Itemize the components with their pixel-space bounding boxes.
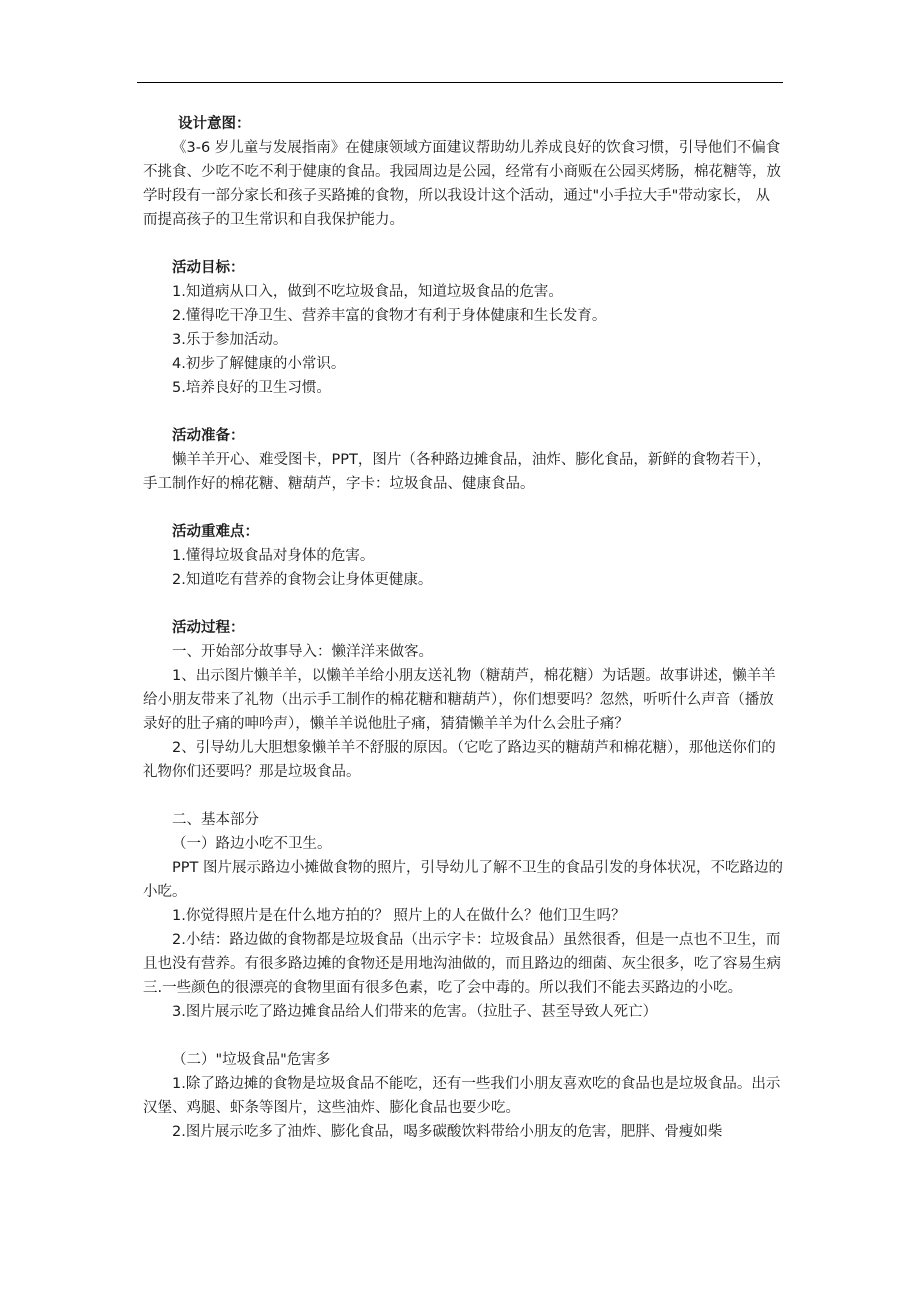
process-part1-title: 一、开始部分故事导入：懒洋洋来做客。 bbox=[172, 644, 433, 660]
process-sub2-item: 2.图片展示吃多了油炸、膨化食品，喝多碳酸饮料带给小朋友的危害，肥胖、骨瘦如柴 bbox=[172, 1124, 723, 1140]
process-sub2-item: 1.除了路边摊的食物是垃圾食品不能吃，还有一些我们小朋友喜欢吃的食品也是垃圾食品。出示汉堡、鸡腿、虾条等图片，这些油炸、膨化食品也要少吃。 bbox=[143, 1076, 781, 1116]
keypoint-item: 2.知道吃有营养的食物会让身体更健康。 bbox=[172, 572, 433, 588]
design-heading: 设计意图： bbox=[178, 116, 251, 132]
process-sub1-item: 3.图片展示吃了路边摊食品给人们带来的危害。（拉肚子、甚至导致人死亡） bbox=[172, 1004, 658, 1020]
goal-item: 1.知道病从口入，做到不吃垃圾食品，知道垃圾食品的危害。 bbox=[172, 284, 563, 300]
top-rule bbox=[137, 82, 783, 83]
process-part1-item: 1、出示图片懒羊羊，以懒羊羊给小朋友送礼物（糖葫芦，棉花糖）为话题。故事讲述，懒羊羊给小朋友带来了礼物（出示手工制作的棉花糖和糖葫芦），你们想要吗？忽然，听听什么声音（播放录好的肚子痛的呻吟声），懒羊羊说他肚子痛，猜猜懒羊羊为什么会肚子痛？ bbox=[143, 668, 776, 732]
design-paragraph: 《3-6 岁儿童与发展指南》在健康领域方面建议帮助幼儿养成良好的饮食习惯，引导他们不偏食不挑食、少吃不吃不利于健康的食品。我园周边是公园，经常有小商贩在公园买烤肠，棉花糖等，放学时段有一部分家长和孩子买路摊的食物，所以我设计这个活动，通过"小手拉大手"带动家长， 从而提高孩子的卫生常识和自我保护能力。 bbox=[143, 140, 781, 228]
goal-item: 2.懂得吃干净卫生、营养丰富的食物才有利于身体健康和生长发育。 bbox=[172, 308, 607, 324]
process-part2-title: 二、基本部分 bbox=[172, 812, 259, 828]
goal-item: 3.乐于参加活动。 bbox=[172, 332, 288, 348]
keypoints-heading: 活动重难点： bbox=[172, 524, 259, 540]
prep-heading: 活动准备： bbox=[172, 428, 245, 444]
prep-paragraph: 懒羊羊开心、难受图卡，PPT，图片（各种路边摊食品，油炸、膨化食品，新鲜的食物若干），手工制作好的棉花糖、糖葫芦，字卡：垃圾食品、健康食品。 bbox=[143, 452, 772, 492]
keypoint-item: 1.懂得垃圾食品对身体的危害。 bbox=[172, 548, 375, 564]
goals-heading: 活动目标： bbox=[172, 260, 245, 276]
process-sub2-title: （二）"垃圾食品"危害多 bbox=[172, 1052, 331, 1068]
process-sub1-item: 2.小结：路边做的食物都是垃圾食品（出示字卡：垃圾食品）虽然很香，但是一点也不卫生，而且也没有营养。有很多路边摊的食物还是用地沟油做的，而且路边的细菌、灰尘很多，吃了容易生病三.一些颜色的很漂亮的食物里面有很多色素，吃了会中毒的。所以我们不能去买路边的小吃。 bbox=[143, 932, 781, 996]
document-body bbox=[143, 112, 784, 1144]
process-part1-item: 2、引导幼儿大胆想象懒羊羊不舒服的原因。（它吃了路边买的糖葫芦和棉花糖），那他送你们的礼物你们还要吗？那是垃圾食品。 bbox=[143, 740, 776, 780]
goal-item: 5.培养良好的卫生习惯。 bbox=[172, 380, 331, 396]
goal-item: 4.初步了解健康的小常识。 bbox=[172, 356, 346, 372]
process-sub1-item: 1.你觉得照片是在什么地方拍的？ 照片上的人在做什么？他们卫生吗？ bbox=[172, 908, 626, 924]
process-sub1-title: （一）路边小吃不卫生。 bbox=[172, 836, 332, 852]
process-heading: 活动过程： bbox=[172, 620, 245, 636]
process-sub1-intro: PPT 图片展示路边小摊做食物的照片，引导幼儿了解不卫生的食品引发的身体状况，不吃路边的小吃。 bbox=[143, 860, 783, 900]
